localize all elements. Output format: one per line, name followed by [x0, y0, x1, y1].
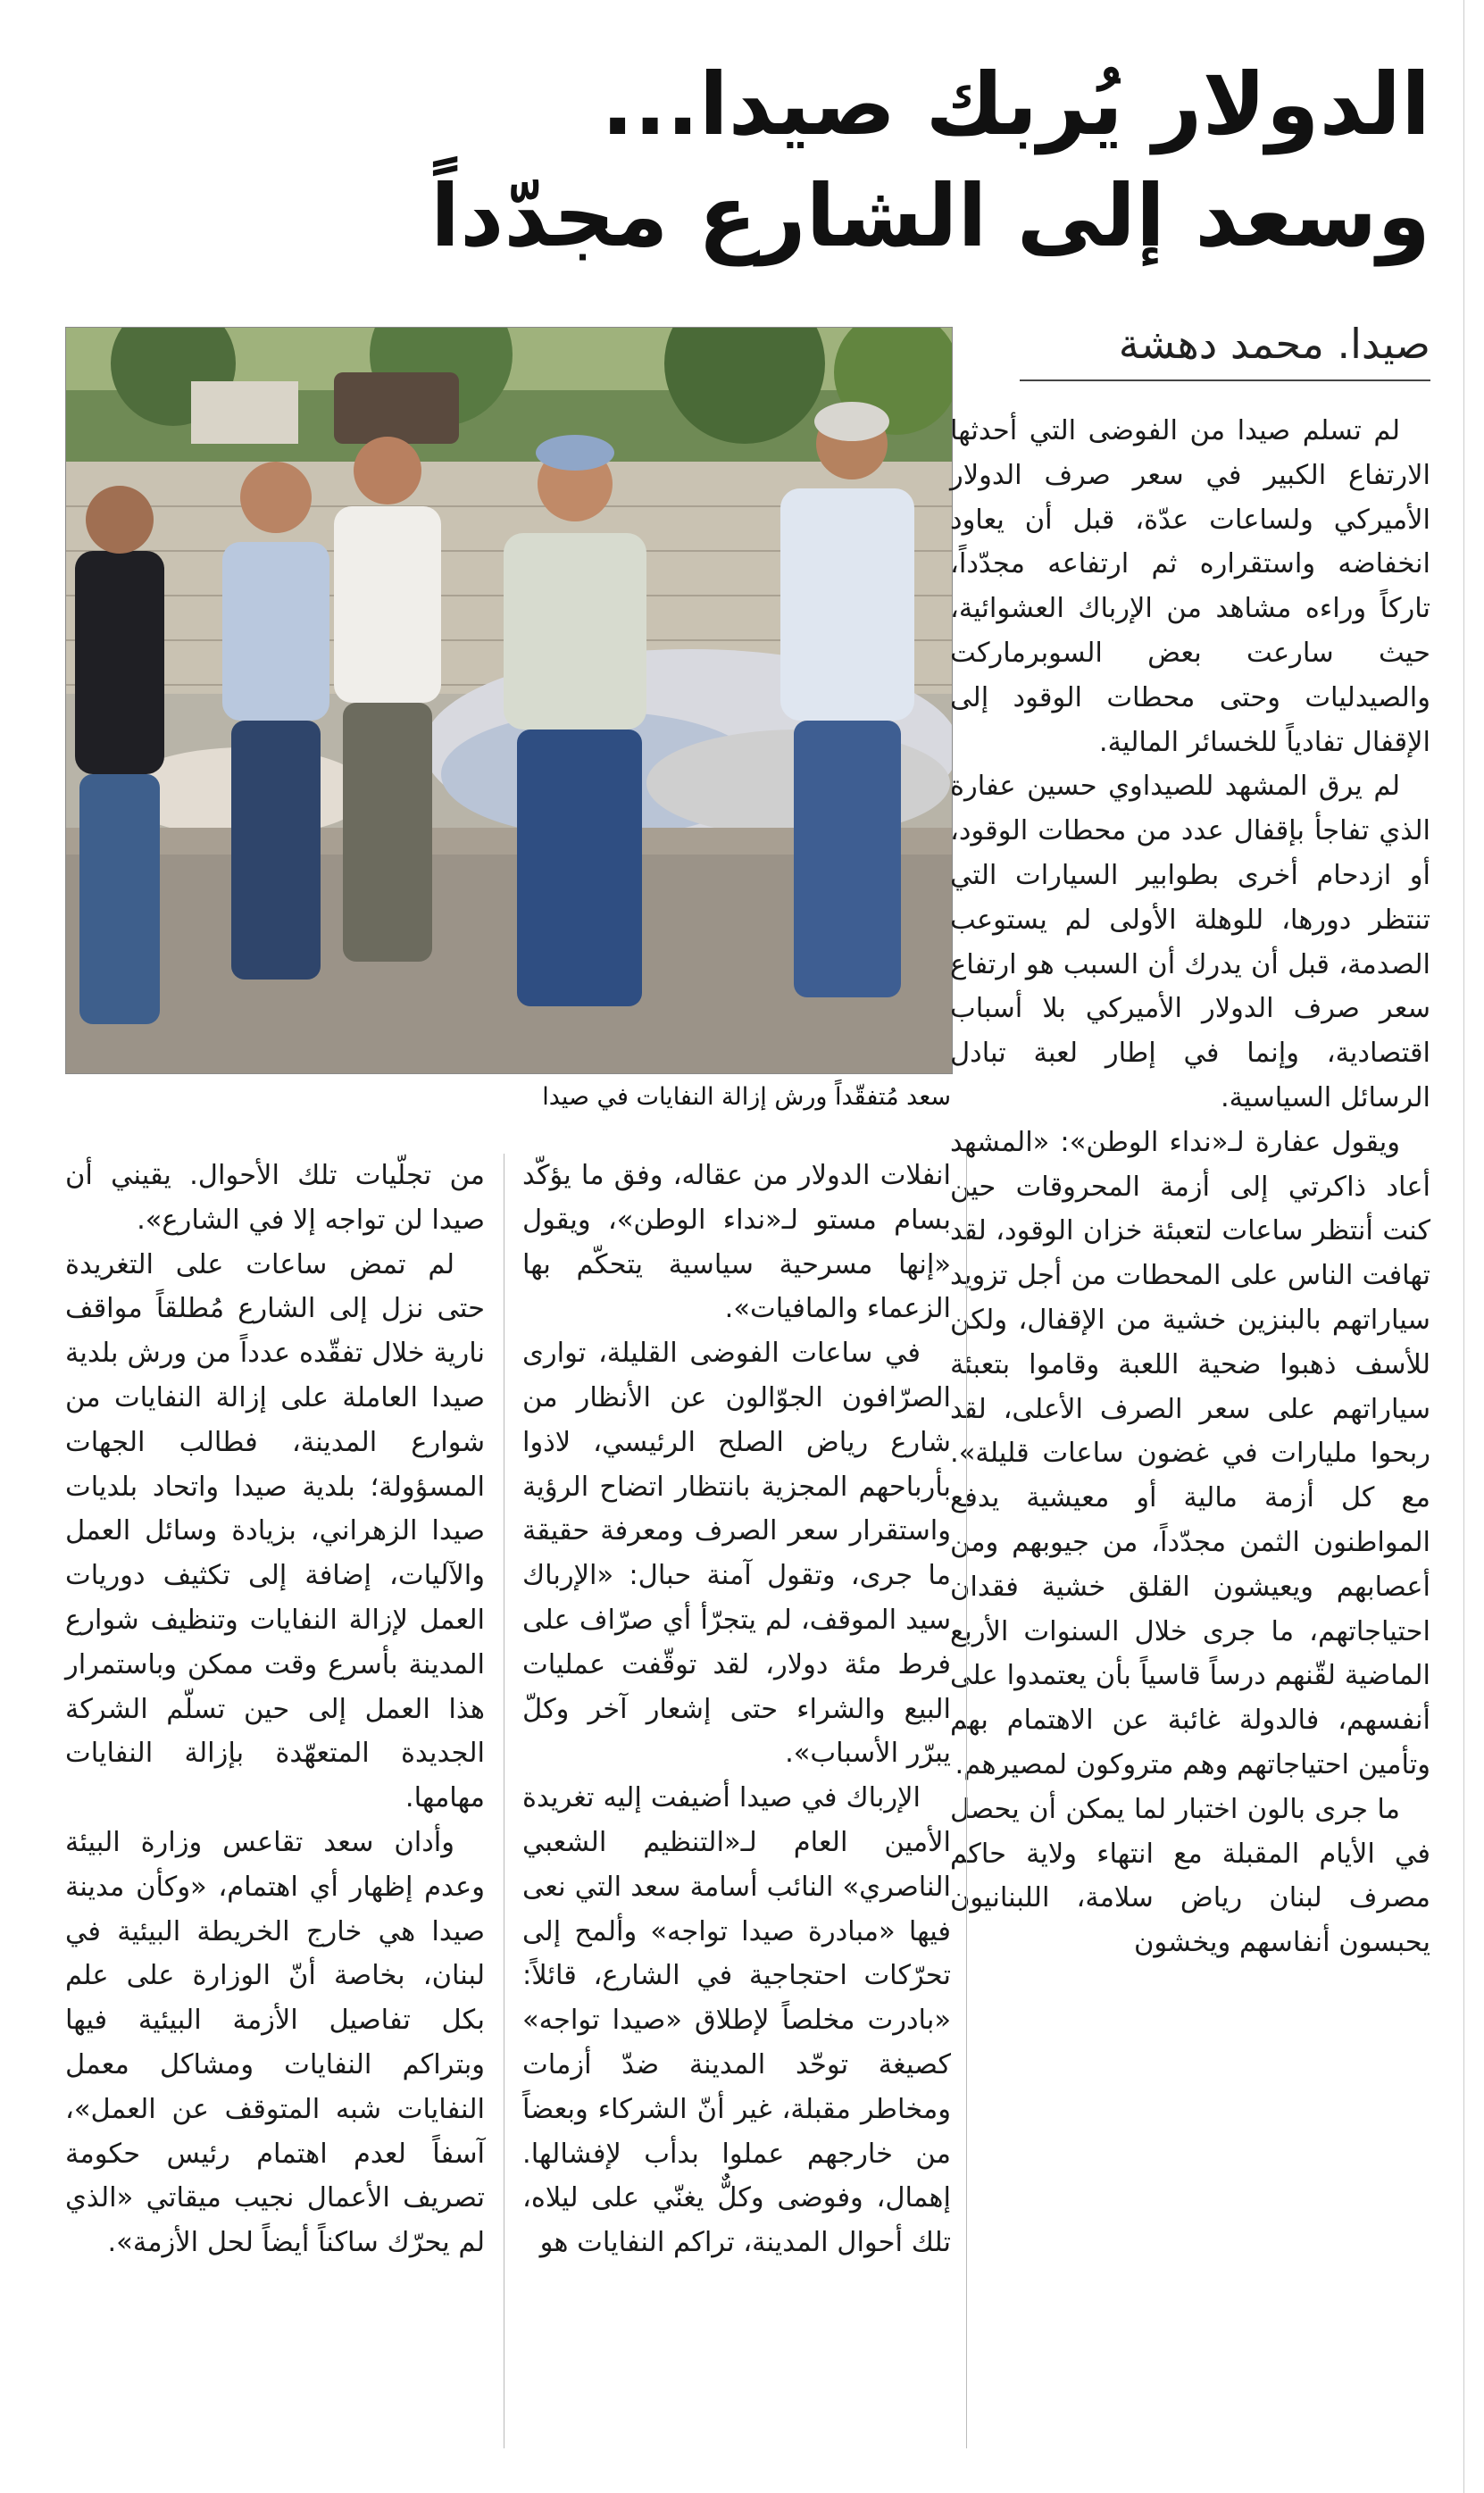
headline	[55, 49, 1430, 272]
article-column-3	[65, 1154, 485, 2265]
person-1	[75, 486, 164, 1024]
photo-caption: سعد مُتفقّداً ورش إزالة النفايات في صيدا	[542, 1083, 951, 1111]
article-photo	[65, 327, 953, 1074]
page-border	[1463, 0, 1464, 2493]
paragraph: ما جرى بالون اختبار لما يمكن أن يحصل في الأيام المقبلة مع انتهاء ولاية حاكم مصرف لبنان رياض سلامة، اللبنانيون يحبسون أنفاسهم ويخشون	[950, 1793, 1430, 1959]
paragraph: في ساعات الفوضى القليلة، توارى الصرّافون الجوّالون عن الأنظار من شارع رياض الصلح الرئيسي، لاذوا بأرباحهم المجزية بانتظار اتضاح الرؤية واستقرار سعر الصرف ومعرفة حقيقة ما جرى، وتقول آمنة حبال: «الإرباك سيد الموقف، لم يتجرّأ أي صرّاف على فرط مئة دولار، لقد توقّفت عمليات البيع والشراء حتى إشعار آخر وكلّ يبرّر الأسباب».	[522, 1338, 951, 1770]
paragraph: لم تسلم صيدا من الفوضى التي أحدثها الارتفاع الكبير في سعر صرف الدولار الأميركي ولساعات عدّة، قبل أن يعاود انخفاضه واستقراره ثم ارتفاعه مجدّداً، تاركاً وراءه مشاهد من الإرباك العشوائية، حيث سارعت بعض السوبرماركت والصيدليات وحتى محطات الوقود إلى الإقفال تفادياً للخسائر المالية.	[950, 415, 1430, 758]
headline-line-1: الدولار يُربك صيدا...	[601, 54, 1430, 154]
paragraph: الإرباك في صيدا أضيفت إليه تغريدة الأمين العام لـ«التنظيم الشعبي الناصري» النائب أسامة سعد التي نعى فيها «مبادرة صيدا تواجه» وألمح إلى تحرّكات احتجاجية في الشارع، قائلاً: «بادرت مخلصاً لإطلاق «صيدا تواجه» كصيغة توحّد المدينة ضدّ أزمات ومخاطر مقبلة، غير أنّ الشركاء وبعضاً من خارجهم عملوا بدأب لإفشالها. إهمال، وفوضى وكلٌّ يغنّي على ليلاه، تلك أحوال المدينة، تراكم النفايات هو	[522, 1782, 951, 2259]
paragraph: لم تمض ساعات على التغريدة حتى نزل إلى الشارع مُطلقاً مواقف نارية خلال تفقّده عدداً من ورش بلدية صيدا العاملة على إزالة النفايات من شوارع المدينة، فطالب الجهات المسؤولة؛ بلدية صيدا واتحاد بلديات صيدا الزهراني، بزيادة وسائل العمل والآليات، إضافة إلى تكثيف دوريات العمل لإزالة النفايات وتنظيف شوارع المدينة بأسرع وقت ممكن وباستمرار هذا العمل إلى حين تسلّم الشركة الجديدة المتعهّدة بإزالة النفايات مهامها.	[65, 1248, 485, 1814]
paragraph: من تجلّيات تلك الأحوال. يقيني أن صيدا لن تواجه إلا في الشارع».	[65, 1160, 485, 1236]
paragraph: ويقول عفارة لـ«نداء الوطن»: «المشهد أعاد ذاكرتي إلى أزمة المحروقات حين كنت أنتظر ساعات لتعبئة خزان الوقود، لقد تهافت الناس على المحطات من أجل تزويد سياراتهم بالبنزين خشية من الإقفال، ولكن للأسف ذهبوا ضحية اللعبة وقاموا بتعبئة سياراتهم على سعر الصرف الأعلى، لقد ربحوا مليارات في غضون ساعات قليلة». مع كل أزمة مالية أو معيشية يدفع المواطنون الثمن مجدّداً، من جيوبهم ومن أعصابهم ويعيشون القلق خشية فقدان احتياجاتهم، ما جرى خلال السنوات الأربع الماضية لقّنهم درساً قاسياً بأن يعتمدوا على أنفسهم، فالدولة غائبة عن الاهتمام بهم وتأمين احتياجاتهم وهم متروكون لمصيرهم.	[950, 1126, 1430, 1780]
paragraph: وأدان سعد تقاعس وزارة البيئة وعدم إظهار أي اهتمام، «وكأن مدينة صيدا هي خارج الخريطة البيئية في لبنان، بخاصة أنّ الوزارة على علم بكل تفاصيل الأزمة البيئية فيها وبتراكم النفايات ومشاكل معمل النفايات شبه المتوقف عن العمل»، آسفاً لعدم اهتمام رئيس حكومة تصريف الأعمال نجيب ميقاتي «الذي لم يحرّك ساكناً أيضاً لحل الأزمة».	[65, 1826, 485, 2259]
article-column-2	[522, 1154, 951, 2265]
person-3	[334, 437, 441, 962]
column-divider	[966, 1154, 967, 2448]
paragraph: انفلات الدولار من عقاله، وفق ما يؤكّد بسام مستو لـ«نداء الوطن»، ويقول «إنها مسرحية سياسية يتحكّم بها الزعماء والمافيات».	[522, 1160, 951, 1325]
photo-illustration	[66, 328, 952, 1073]
byline: صيدا. محمد دهشة	[1118, 320, 1430, 368]
headline-line-2: وسعد إلى الشارع مجدّداً	[430, 166, 1430, 266]
person-5	[780, 402, 914, 997]
byline-rule	[1020, 379, 1430, 381]
article-column-1	[950, 409, 1430, 1965]
paragraph: لم يرق المشهد للصيداوي حسين عفارة الذي تفاجأ بإقفال عدد من محطات الوقود، أو ازدحام أخرى بطوابير السيارات التي تنتظر دورها، للوهلة الأولى لم يستوعب الصدمة، قبل أن يدرك أن السبب هو ارتفاع سعر صرف الدولار الأميركي بلا أسباب اقتصادية، وإنما في إطار لعبة تبادل الرسائل السياسية.	[950, 771, 1430, 1113]
